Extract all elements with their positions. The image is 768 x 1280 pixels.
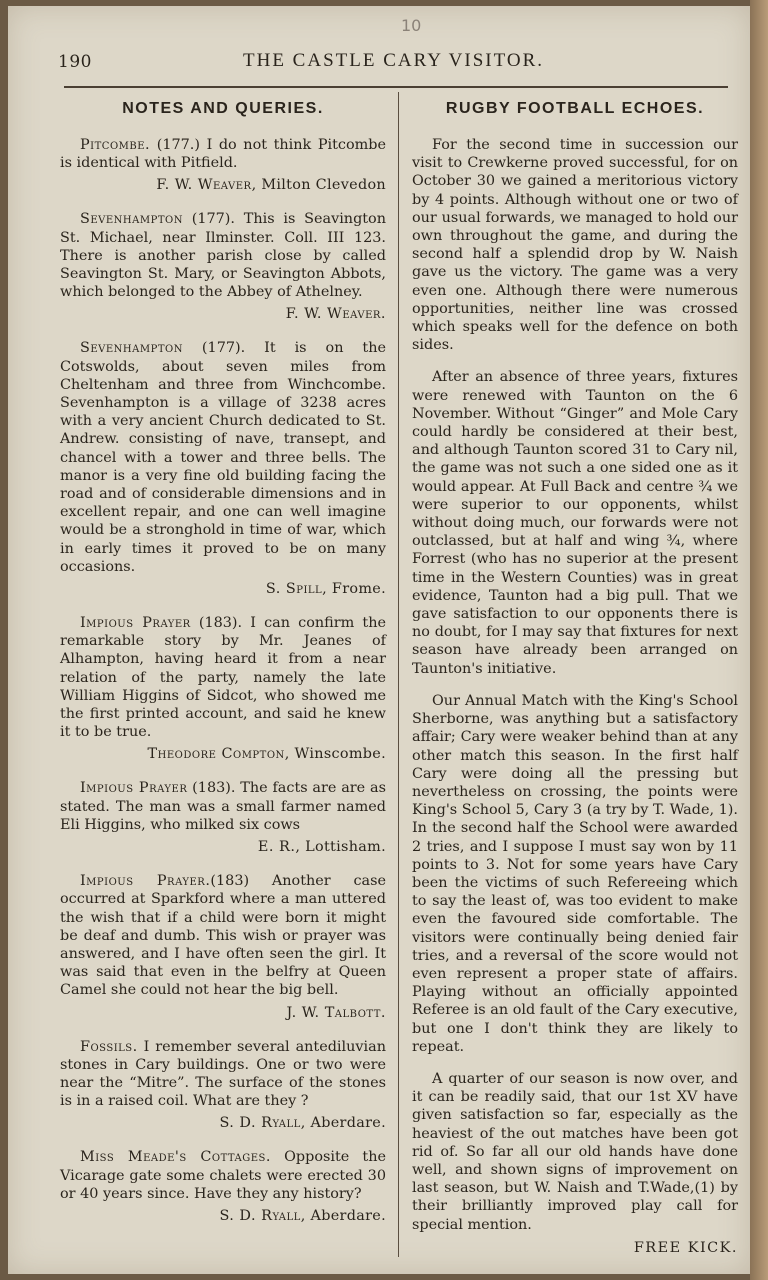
note-title: Miss Meade's Cottages.: [80, 1149, 271, 1166]
note-title: Fossils.: [80, 1038, 138, 1055]
note-signature: F. W. Weaver, Milton Clevedon: [156, 177, 386, 194]
note-signature: J. W. Talbott.: [286, 1004, 386, 1021]
note-text: Opposite the Vicarage gate some chalets were erected 30 or 40 years since. Have they any history?: [60, 1149, 386, 1202]
note-item: [60, 779, 386, 856]
note-text: (183) Another case occurred at Sparkford where a man uttered the wish that if a child were born it might be deaf and dumb. This wish or prayer was answered, and I have often seen the girl. It was said that even in the belfry at Queen Camel she could not hear the big bell.: [60, 873, 386, 999]
note-text: (177). It is on the Cotswolds, about seven miles from Cheltenham and three from Winchcombe. Sevenhampton is a village of 3238 acres with a very ancient Church dedicated to St. Andrew. consisting of nave, transept, and chancel with a tower and three bells. The manor is a very fine old building facing the road and of considerable dimensions and in excellent repair, and one can well imagine would be a stronghold in time of war, which in early times it proved to be on many occasions.: [60, 340, 386, 575]
note-title: Sevenhampton: [80, 340, 183, 357]
header-rule: [64, 86, 728, 88]
note-signature: E. R., Lottisham.: [257, 839, 386, 856]
notes-heading: NOTES AND QUERIES.: [122, 100, 324, 117]
notes-column: [60, 96, 386, 1241]
rugby-heading: RUGBY FOOTBALL ECHOES.: [445, 100, 705, 117]
note-signature: Theodore Compton, Winscombe.: [147, 746, 386, 763]
rugby-paragraph: After an absence of three years, fixtures were renewed with Taunton on the 6 November. Without “Ginger” and Mole Cary could hardly be considered at their best, and although Taunton scored 31 to Cary nil, the game was not such a one sided one as it would appear. At Full Back and centre ¾ we were superior to our opponents, whilst without doing much, our forwards were not outclassed, but at half and wing ¾, where Forrest (who has no superior at the present time in the Western Counties) was in great evidence, Taunton had a big pull. That we gave satisfaction to our opponents there is no doubt, for I may say that fixtures for next season have already been arranged on Taunton's initiative.: [412, 369, 738, 677]
note-signature: S. D. Ryall, Aberdare.: [219, 1207, 386, 1224]
note-text: (183). The facts are are as stated. The man was a small farmer named Eli Higgins, who milked six cows: [60, 780, 386, 833]
note-title: Impious Prayer.: [80, 873, 211, 890]
note-item: [60, 872, 386, 1021]
note-signature: S. D. Ryall, Aberdare.: [219, 1115, 386, 1132]
note-item: [60, 1038, 386, 1133]
note-text: (177). This is Seavington St. Michael, near Ilminster. Coll. III 123. There is another parish close by called Seavington St. Mary, or Seavington Abbots, which belonged to the Abbey of Athelney.: [60, 211, 386, 301]
pencil-annotation: 10: [401, 16, 422, 35]
note-title: Impious Prayer: [80, 615, 191, 632]
note-title: Impious Prayer: [80, 780, 188, 797]
note-item: [60, 210, 386, 323]
note-item: [60, 1148, 386, 1225]
note-item: [60, 614, 386, 763]
note-title: Sevenhampton: [80, 211, 183, 228]
note-title: Pitcombe.: [80, 137, 151, 153]
note-item: [60, 339, 386, 598]
rugby-paragraph: Our Annual Match with the King's School Sherborne, was anything but a satisfactory affair; Cary were weaker behind than at any other match this season. In the first half Cary were doing all the pressing but nevertheless on crossing, the points were King's School 5, Cary 3 (a try by T. Wade, 1). In the second half the School were awarded 2 tries, and I suppose I must say won by 11 points to 3. Not for some years have Cary been the victims of such Refereeing which to say the least of, was too evident to make even the favoured side comfortable. The visitors were continually being denied fair tries, and a reversal of the score would not even represent a proper state of affairs. Playing without an officially appointed Referee is an old fault of the Cary executive, but one I don't think they are likely to repeat.: [412, 692, 738, 1055]
magazine-page: [8, 6, 750, 1274]
note-signature: F. W. Weaver.: [285, 306, 386, 323]
note-text: (177.) I do not think Pitcombe is identical with Pitfield.: [60, 137, 386, 172]
publication-title: THE CASTLE CARY VISITOR.: [243, 50, 545, 71]
note-item: [60, 136, 386, 194]
rugby-signoff: FREE KICK.: [633, 1239, 738, 1256]
page-edge: [750, 0, 768, 1280]
rugby-paragraph: A quarter of our season is now over, and it can be readily said, that our 1st XV have given satisfaction so far, especially as the heaviest of the out matches have been got rid of. So far all our old hands have done well, and shown signs of improvement on last season, but W. Naish and T.Wade,(1) by their brilliantly improved play call for special mention.: [412, 1070, 738, 1233]
note-text: (183). I can confirm the remarkable story by Mr. Jeanes of Alhampton, having heard it from a near relation of the party, namely the late William Higgins of Sidcot, who showed me the first printed account, and said he knew it to be true.: [60, 615, 386, 741]
page-number: 190: [58, 52, 92, 72]
note-signature: S. Spill, Frome.: [265, 581, 386, 598]
column-divider: [398, 92, 399, 1257]
page-header: [58, 50, 738, 80]
rugby-paragraph: For the second time in succession our visit to Crewkerne proved successful, for on October 30 we gained a meritorious victory by 4 points. Although without one or two of our usual forwards, we managed to hold our own throughout the game, and during the second half a splendid drop by W. Naish gave us the victory. The game was a very even one. Although there were numerous opportunities, neither line was crossed which speaks well for the defence on both sides.: [412, 137, 738, 354]
note-text: I remember several antediluvian stones in Cary buildings. One or two were near the “Mitre”. The surface of the stones is in a raised coil. What are they ?: [60, 1038, 386, 1110]
rugby-column: [412, 96, 738, 1256]
